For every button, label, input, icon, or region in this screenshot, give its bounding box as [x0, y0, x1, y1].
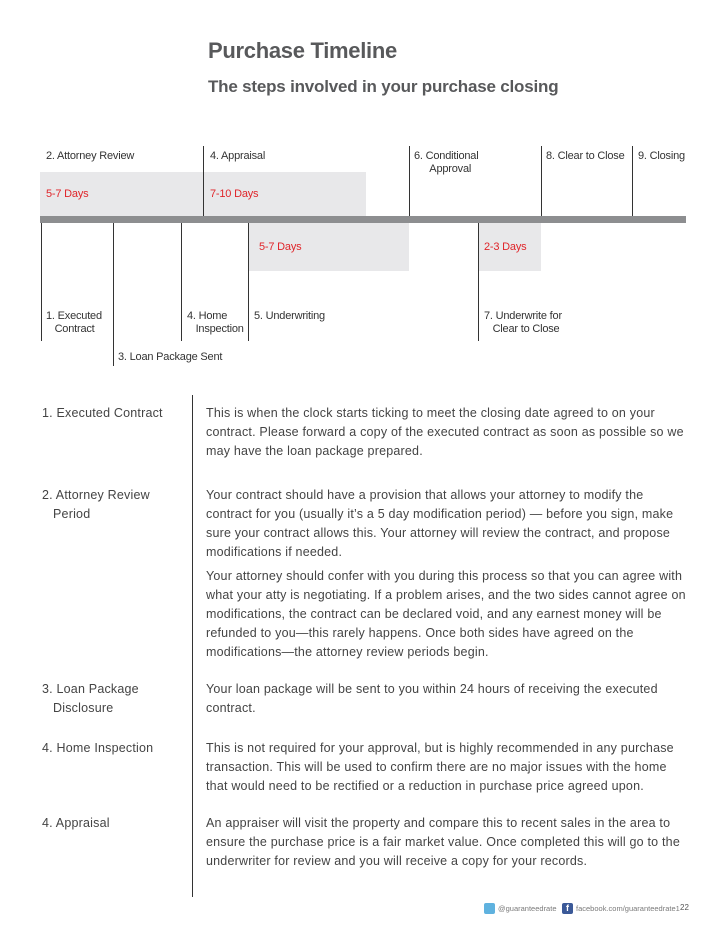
timeline-tick: [478, 223, 479, 341]
section-label-loan-package: 3. Loan Package Disclosure: [42, 682, 139, 715]
section-text-attorney-review-1: Your contract should have a provision that allows your attorney to modify the contract for you (usually it’s a 5 day modification period) — before you sign, make sure your contract allows this. Your attorney will review the contract, and propose modifications if needed.: [206, 488, 674, 559]
timeline-step-underwriting: 5. Underwriting: [254, 310, 325, 322]
timeline-tick: [541, 146, 542, 216]
duration-attorney-review: 5-7 Days: [46, 188, 89, 200]
section-label-attorney-review: 2. Attorney Review Period: [42, 488, 150, 521]
timeline-tick: [41, 223, 42, 341]
timeline-tick: [113, 223, 114, 366]
page-title: Purchase Timeline: [208, 38, 397, 63]
timeline-step-executed-contract: 1. Executed Contract: [46, 310, 102, 335]
timeline-tick: [181, 223, 182, 341]
section-text-home-inspection: This is not required for your approval, but is highly recommended in any purchase transaction. This will be used to confirm there are no major issues with the home that would need to be rectified or a reduction in purchase price agreed upon.: [206, 741, 674, 793]
timeline: [0, 0, 728, 370]
timeline-step-closing: 9. Closing: [638, 150, 685, 162]
timeline-step-underwrite-clear: 7. Underwrite for Clear to Close: [484, 310, 562, 335]
twitter-handle[interactable]: @guaranteedrate: [498, 904, 557, 913]
timeline-tick: [248, 223, 249, 341]
section-divider: [192, 395, 193, 897]
timeline-step-loan-package-sent: 3. Loan Package Sent: [118, 351, 223, 363]
timeline-tick: [632, 146, 633, 216]
section-text-executed-contract: This is when the clock starts ticking to meet the closing date agreed to on your contract. Please forward a copy of the executed contract as soon as possible so we may have the loan package prepared.: [206, 406, 684, 458]
duration-appraisal: 7-10 Days: [210, 188, 259, 200]
section-text-appraisal: An appraiser will visit the property and compare this to recent sales in the area to ensure the purchase price is a fair market value. Once completed this will go to the underwriter for review and you will receive a copy for your records.: [206, 816, 680, 868]
section-text-loan-package: Your loan package will be sent to you within 24 hours of receiving the executed contract.: [206, 682, 658, 715]
duration-underwriting: 5-7 Days: [259, 241, 302, 253]
timeline-step-appraisal: 4. Appraisal: [210, 150, 266, 162]
timeline-tick: [203, 146, 204, 216]
page-number: 22: [680, 903, 689, 912]
timeline-step-home-inspection: 4. Home Inspection: [187, 310, 244, 335]
timeline-tick: [409, 146, 410, 216]
timeline-step-attorney-review: 2. Attorney Review: [46, 150, 135, 162]
section-label-home-inspection: 4. Home Inspection: [42, 741, 154, 755]
timeline-step-clear-to-close: 8. Clear to Close: [546, 150, 625, 162]
timeline-step-conditional-approval: 6. Conditional Approval: [414, 150, 479, 175]
twitter-icon: [484, 903, 495, 914]
timeline-axis: [40, 216, 686, 223]
facebook-link[interactable]: facebook.com/guaranteedrate1: [576, 904, 680, 913]
section-label-executed-contract: 1. Executed Contract: [42, 406, 163, 420]
facebook-icon: f: [562, 903, 573, 914]
section-label-appraisal: 4. Appraisal: [42, 816, 110, 830]
section-text-attorney-review-2: Your attorney should confer with you during this process so that you can agree with what your atty is negotiating. If a problem arises, and the two sides cannot agree on modifications, the contract can be declared void, and any earnest money will be refunded to you—this rarely happens. Once both sides have agreed on the modifications—the attorney review periods begin.: [206, 569, 686, 659]
page-subtitle: The steps involved in your purchase closing: [208, 77, 559, 96]
duration-underwrite-clear: 2-3 Days: [484, 241, 527, 253]
